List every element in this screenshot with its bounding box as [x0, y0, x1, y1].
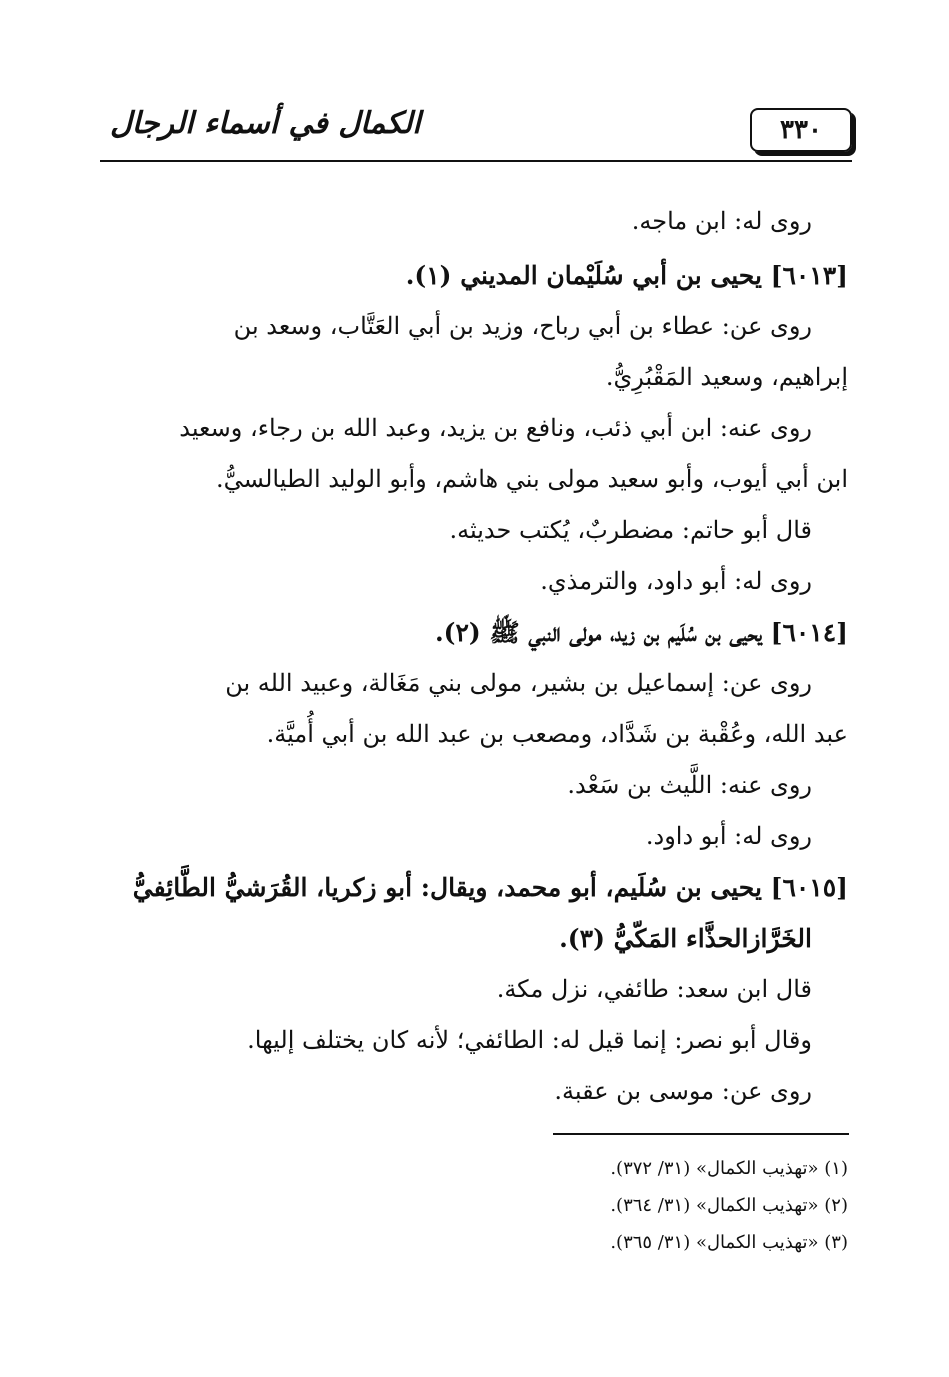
text-line: إبراهيم، وسعيد المَقْبُرِيُّ. — [605, 363, 848, 391]
entry-heading-6014: [٦٠١٤] يحيى بن سُلَيم بن زيد، مولى النبي ﷺ (٢). — [434, 618, 848, 647]
text-line: ابن أبي أيوب، وأبو سعيد مولى بني هاشم، وأبو الوليد الطيالسيُّ. — [216, 465, 848, 493]
footnote-2: (٢) «تهذيب الكمال» (٣١/ ٣٦٤). — [610, 1195, 848, 1216]
entry-heading-6015-continued: الخَرَّازالحذَّاء المَكّيُّ (٣). — [559, 924, 812, 953]
text-line: قال ابن سعد: طائفي، نزل مكة. — [496, 975, 812, 1003]
text-line: روى عن: موسى بن عقبة. — [554, 1077, 812, 1105]
text-line: وقال أبو نصر: إنما قيل له: الطائفي؛ لأنه كان يختلف إليها. — [247, 1026, 812, 1054]
page-header — [100, 100, 852, 162]
main-text — [108, 196, 848, 1117]
running-title: الكمال في أسماء الرجال — [110, 106, 421, 141]
footnote-3: (٣) «تهذيب الكمال» (٣١/ ٣٦٥). — [610, 1232, 848, 1253]
text-line: قال أبو حاتم: مضطربٌ، يُكتب حديثه. — [449, 516, 812, 544]
text-line: روى عنه: اللَّيث بن سَعْد. — [567, 771, 812, 799]
text-line: روى له: أبو داود. — [645, 822, 812, 850]
text-line: روى عن: إسماعيل بن بشير، مولى بني مَغَالة، وعبيد الله بن — [225, 669, 812, 697]
header-rule — [100, 160, 852, 162]
entry-heading-6015: [٦٠١٥] يحيى بن سُلَيم، أبو محمد، ويقال: أبو زكريا، القُرَشيُّ الطَّائِفيُّ — [132, 873, 848, 902]
text-line: عبد الله، وعُقْبة بن شَدَّاد، ومصعب بن عبد الله بن أبي أُميَّة. — [266, 720, 848, 748]
entry-heading-6013: [٦٠١٣] يحيى بن أبي سُلَيْمان المديني (١). — [405, 261, 848, 290]
footnote-1: (١) «تهذيب الكمال» (٣١/ ٣٧٢). — [610, 1158, 848, 1179]
footnote-separator — [553, 1133, 849, 1135]
text-line: روى له: أبو داود، والترمذي. — [540, 567, 812, 595]
text-line: روى له: ابن ماجه. — [631, 207, 812, 235]
text-line: روى عنه: ابن أبي ذئب، ونافع بن يزيد، وعبد الله بن رجاء، وسعيد — [179, 414, 812, 442]
footnotes — [108, 1150, 848, 1261]
text-line: روى عن: عطاء بن أبي رباح، وزيد بن أبي العَتَّاب، وسعد بن — [233, 312, 812, 340]
page-number: ٣٣٠ — [750, 108, 852, 152]
